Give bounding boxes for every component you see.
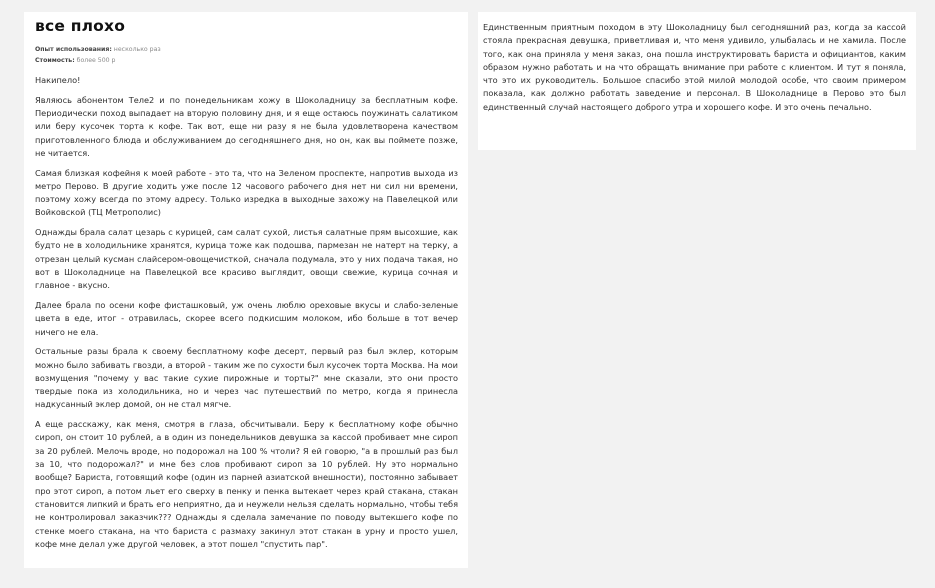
review-paragraph: Единственным приятным походом в эту Шоколадницу был сегодняшний раз, когда за кассой стояла прекрасная девушка, приветливая и, что меня удивило, улыбалась и не хамила. После того, как она приняла у меня заказ, она пошла инструктировать бариста и официантов, каким образом нужно работать и на что обращать внимание при работе с клиентом. И тут я поняла, что это их руководитель. Большое спасибо этой милой молодой особе, что своим примером показала, как должно работать заведение и персонал. В Шоколаднице в Перово это был единственный случай настоящего доброго утра и хорошего кофе. И это очень печально. [483, 22, 906, 112]
review-paragraph: Являюсь абонентом Теле2 и по понедельникам хожу в Шоколадницу за бесплатным кофе. Периодически поход выпадает на вторую половину дня, и я еще остаюсь поужинать салатиком или беру кусочек торта к кофе. Так вот, еще ни разу я не была удовлетворена качеством приготовленного блюда и обслуживанием до сегодняшнего дня, но он, как вы поймете позже, не читается. [35, 94, 458, 158]
review-body [35, 74, 458, 551]
meta-cost-label: Стоимость: [35, 57, 75, 64]
review-paragraph: Самая близкая кофейня к моей работе - это та, что на Зеленом проспекте, напротив выхода из метро Перово. В другие ходить уже после 12 часового рабочего дня нет ни сил ни времени, поэтому хожу всегда по этому адресу. Только изредка в выходные захожу на Павелецкой или Войковской (ТЦ Метрополис) [35, 167, 458, 218]
meta-cost [35, 55, 458, 66]
review-paragraph: Далее брала по осени кофе фисташковый, уж очень люблю ореховые вкусы и слабо-зеленые цвета в еде, итог - отравилась, скорее всего подкисшим молоком, ибо больше в тот вечер ничего не ела. [35, 300, 458, 337]
meta-experience-value: несколько раз [111, 46, 161, 53]
review-paragraph: А еще расскажу, как меня, смотря в глаза, обсчитывали. Беру к бесплатному кофе обычно сироп, он стоит 10 рублей, а в один из понедельников девушка за кассой пробивает мне сироп за 20 рублей. Мелочь вроде, но подорожал на 100 % чтоли? Я ей говорю, "а в прошлый раз был за 10, что подорожал?" и мне без слов пробивают сироп за 10 рублей. Ну это нормально вообще? Бариста, готовящий кофе (один из парней азиатской внешности), постоянно забывает про этот сироп, а потом льет его сверху в пенку и пенка вытекает через край стакана, стакан становится липкий и брать его неприятно, да и неужели нельзя сделать нормально, чтобы тебя не контролировал заказчик??? Однажды я сделала замечание по поводу вытекшего кофе по стенке моего стакана, на что бариста с размаху закинул этот стакан в урну и просто ушел, кофе мне делал уже другой человек, а этот пошел "спустить пар". [35, 419, 458, 549]
meta-experience-label: Опыт использования: [35, 46, 112, 53]
review-paragraph: Однажды брала салат цезарь с курицей, сам салат сухой, листья салатные прям высохшие, как будто не в холодильнике хранятся, курица тоже как подошва, пармезан не натерт на терку, а отрезан целый кусман слайсером-овощечисткой, сначала подумала, это у них подача такая, но вот в Шоколаднице на Павелецкой все красиво выглядит, овощи свежие, курица сочная и главное - вкусно. [35, 227, 458, 291]
review-continuation-card [478, 12, 916, 150]
review-card [24, 12, 468, 568]
meta-cost-value: более 500 р [74, 57, 116, 64]
meta-experience [35, 44, 458, 55]
review-paragraph: Накипело! [35, 75, 81, 85]
review-title: все плохо [35, 17, 126, 35]
review-meta [35, 44, 458, 66]
review-continuation-body [483, 21, 906, 114]
review-paragraph: Остальные разы брала к своему бесплатному кофе десерт, первый раз был эклер, которым можно было забивать гвозди, а второй - таким же по сухости был кусочек торта Москва. На мои возмущения "почему у вас такие сухие пирожные и торты?" мне сказали, это они просто твердые пока из холодильника, но и через час путешествий по метро, когда я принесла надкусанный эклер домой, он не стал мягче. [35, 346, 458, 410]
